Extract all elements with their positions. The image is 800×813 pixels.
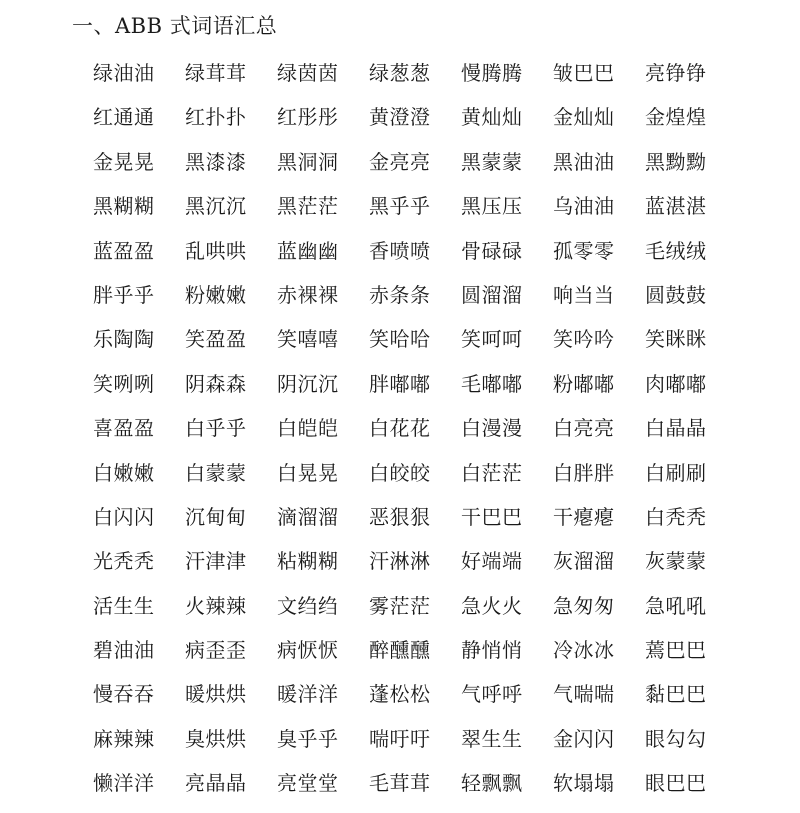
word-item: 文绉绉 [277, 593, 339, 618]
word-item: 亮铮铮 [645, 61, 707, 85]
word-item: 黑压压 [461, 194, 523, 219]
word-item: 金灿灿 [553, 105, 615, 130]
word-item: 病歪歪 [185, 638, 247, 663]
word-item: 火辣辣 [185, 593, 247, 618]
word-item: 好端端 [461, 549, 523, 574]
word-item: 肉嘟嘟 [645, 371, 707, 396]
word-item: 笑哈哈 [369, 327, 431, 352]
word-item: 亮堂堂 [277, 771, 339, 796]
word-item: 白皎皎 [369, 460, 431, 485]
word-item: 绿葱葱 [369, 61, 431, 85]
word-item: 蓝盈盈 [93, 238, 155, 263]
word-item: 软塌塌 [553, 771, 615, 796]
word-item: 毛绒绒 [645, 238, 707, 263]
word-item: 金闪闪 [553, 726, 615, 751]
word-item: 蓬松松 [369, 682, 431, 707]
word-item: 圆鼓鼓 [645, 282, 707, 307]
word-item: 白皑皑 [277, 416, 339, 441]
word-item: 笑眯眯 [645, 327, 707, 352]
word-item: 绿茵茵 [277, 61, 339, 85]
word-item: 白嫩嫩 [93, 460, 155, 485]
word-item: 笑呵呵 [461, 327, 523, 352]
word-item: 绿油油 [93, 61, 155, 85]
word-item: 灰蒙蒙 [645, 549, 707, 574]
word-item: 白蒙蒙 [185, 460, 247, 485]
word-item: 黑洞洞 [277, 149, 339, 174]
abb-word-grid [93, 58, 737, 813]
word-item: 毛茸茸 [369, 771, 431, 796]
word-item: 乱哄哄 [185, 238, 247, 263]
word-item: 眼勾勾 [645, 726, 707, 751]
word-item: 黑茫茫 [277, 194, 339, 219]
word-item: 活生生 [93, 593, 155, 618]
document-title: 一、ABB 式词语汇总 [72, 14, 278, 38]
word-item: 白晶晶 [645, 416, 707, 441]
word-item: 急吼吼 [645, 593, 707, 618]
word-item: 骨碌碌 [461, 238, 523, 263]
word-item: 圆溜溜 [461, 282, 523, 307]
word-item: 干瘪瘪 [553, 504, 615, 529]
word-item: 白秃秃 [645, 504, 707, 529]
word-item: 白亮亮 [553, 416, 615, 441]
word-item: 绿茸茸 [185, 61, 247, 85]
word-item: 急匆匆 [553, 593, 615, 618]
word-item: 黄灿灿 [461, 105, 523, 130]
word-item: 臭烘烘 [185, 726, 247, 751]
word-item: 黑沉沉 [185, 194, 247, 219]
word-item: 白闪闪 [93, 504, 155, 529]
word-item: 灰溜溜 [553, 549, 615, 574]
word-item: 气呼呼 [461, 682, 523, 707]
word-item: 沉甸甸 [185, 504, 247, 529]
word-item: 黄澄澄 [369, 105, 431, 130]
word-item: 轻飘飘 [461, 771, 523, 796]
word-item: 翠生生 [461, 726, 523, 751]
word-item: 慢腾腾 [461, 61, 523, 85]
word-item: 白胖胖 [553, 460, 615, 485]
word-item: 阴沉沉 [277, 371, 339, 396]
word-item: 红彤彤 [277, 105, 339, 130]
word-item: 笑咧咧 [93, 371, 155, 396]
word-item: 亮晶晶 [185, 771, 247, 796]
word-item: 喜盈盈 [93, 416, 155, 441]
word-item: 黑蒙蒙 [461, 149, 523, 174]
word-item: 白晃晃 [277, 460, 339, 485]
word-item: 皱巴巴 [553, 61, 615, 85]
word-item: 恶狠狠 [369, 504, 431, 529]
word-item: 赤裸裸 [277, 282, 339, 307]
word-item: 急火火 [461, 593, 523, 618]
word-item: 香喷喷 [369, 238, 431, 263]
word-item: 黑乎乎 [369, 194, 431, 219]
word-item: 毛嘟嘟 [461, 371, 523, 396]
word-item: 胖嘟嘟 [369, 371, 431, 396]
word-item: 雾茫茫 [369, 593, 431, 618]
word-item: 乌油油 [553, 194, 615, 219]
word-item: 胖乎乎 [93, 282, 155, 307]
word-item: 慢吞吞 [93, 682, 155, 707]
word-item: 黑油油 [553, 149, 615, 174]
word-item: 懒洋洋 [93, 771, 155, 796]
word-item: 响当当 [553, 282, 615, 307]
word-item: 黑漆漆 [185, 149, 247, 174]
word-item: 汗淋淋 [369, 549, 431, 574]
word-item: 红通通 [93, 105, 155, 130]
word-item: 光秃秃 [93, 549, 155, 574]
word-item: 蓝湛湛 [645, 194, 707, 219]
word-item: 静悄悄 [461, 638, 523, 663]
word-item: 白花花 [369, 416, 431, 441]
word-item: 阴森森 [185, 371, 247, 396]
word-item: 干巴巴 [461, 504, 523, 529]
word-item: 笑吟吟 [553, 327, 615, 352]
word-item: 暖烘烘 [185, 682, 247, 707]
word-item: 笑盈盈 [185, 327, 247, 352]
word-item: 臭乎乎 [277, 726, 339, 751]
word-item: 金亮亮 [369, 149, 431, 174]
word-item: 金晃晃 [93, 149, 155, 174]
word-item: 汗津津 [185, 549, 247, 574]
word-item: 暖洋洋 [277, 682, 339, 707]
word-item: 白乎乎 [185, 416, 247, 441]
word-item: 粉嘟嘟 [553, 371, 615, 396]
word-item: 病恹恹 [277, 638, 339, 663]
word-item: 白刷刷 [645, 460, 707, 485]
word-item: 蓝幽幽 [277, 238, 339, 263]
word-item: 金煌煌 [645, 105, 707, 130]
word-item: 眼巴巴 [645, 771, 707, 796]
word-item: 黑糊糊 [93, 194, 155, 219]
word-item: 蔫巴巴 [645, 638, 707, 663]
word-item: 滴溜溜 [277, 504, 339, 529]
word-item: 麻辣辣 [93, 726, 155, 751]
word-item: 孤零零 [553, 238, 615, 263]
word-item: 醉醺醺 [369, 638, 431, 663]
word-item: 黏巴巴 [645, 682, 707, 707]
word-item: 粉嫩嫩 [185, 282, 247, 307]
word-item: 红扑扑 [185, 105, 247, 130]
word-item: 气喘喘 [553, 682, 615, 707]
word-item: 喘吁吁 [369, 726, 431, 751]
word-item: 黑黝黝 [645, 149, 707, 174]
word-item: 碧油油 [93, 638, 155, 663]
word-item: 笑嘻嘻 [277, 327, 339, 352]
word-item: 粘糊糊 [277, 549, 339, 574]
word-item: 白茫茫 [461, 460, 523, 485]
word-item: 冷冰冰 [553, 638, 615, 663]
word-item: 白漫漫 [461, 416, 523, 441]
word-item: 乐陶陶 [93, 327, 155, 352]
word-item: 赤条条 [369, 282, 431, 307]
